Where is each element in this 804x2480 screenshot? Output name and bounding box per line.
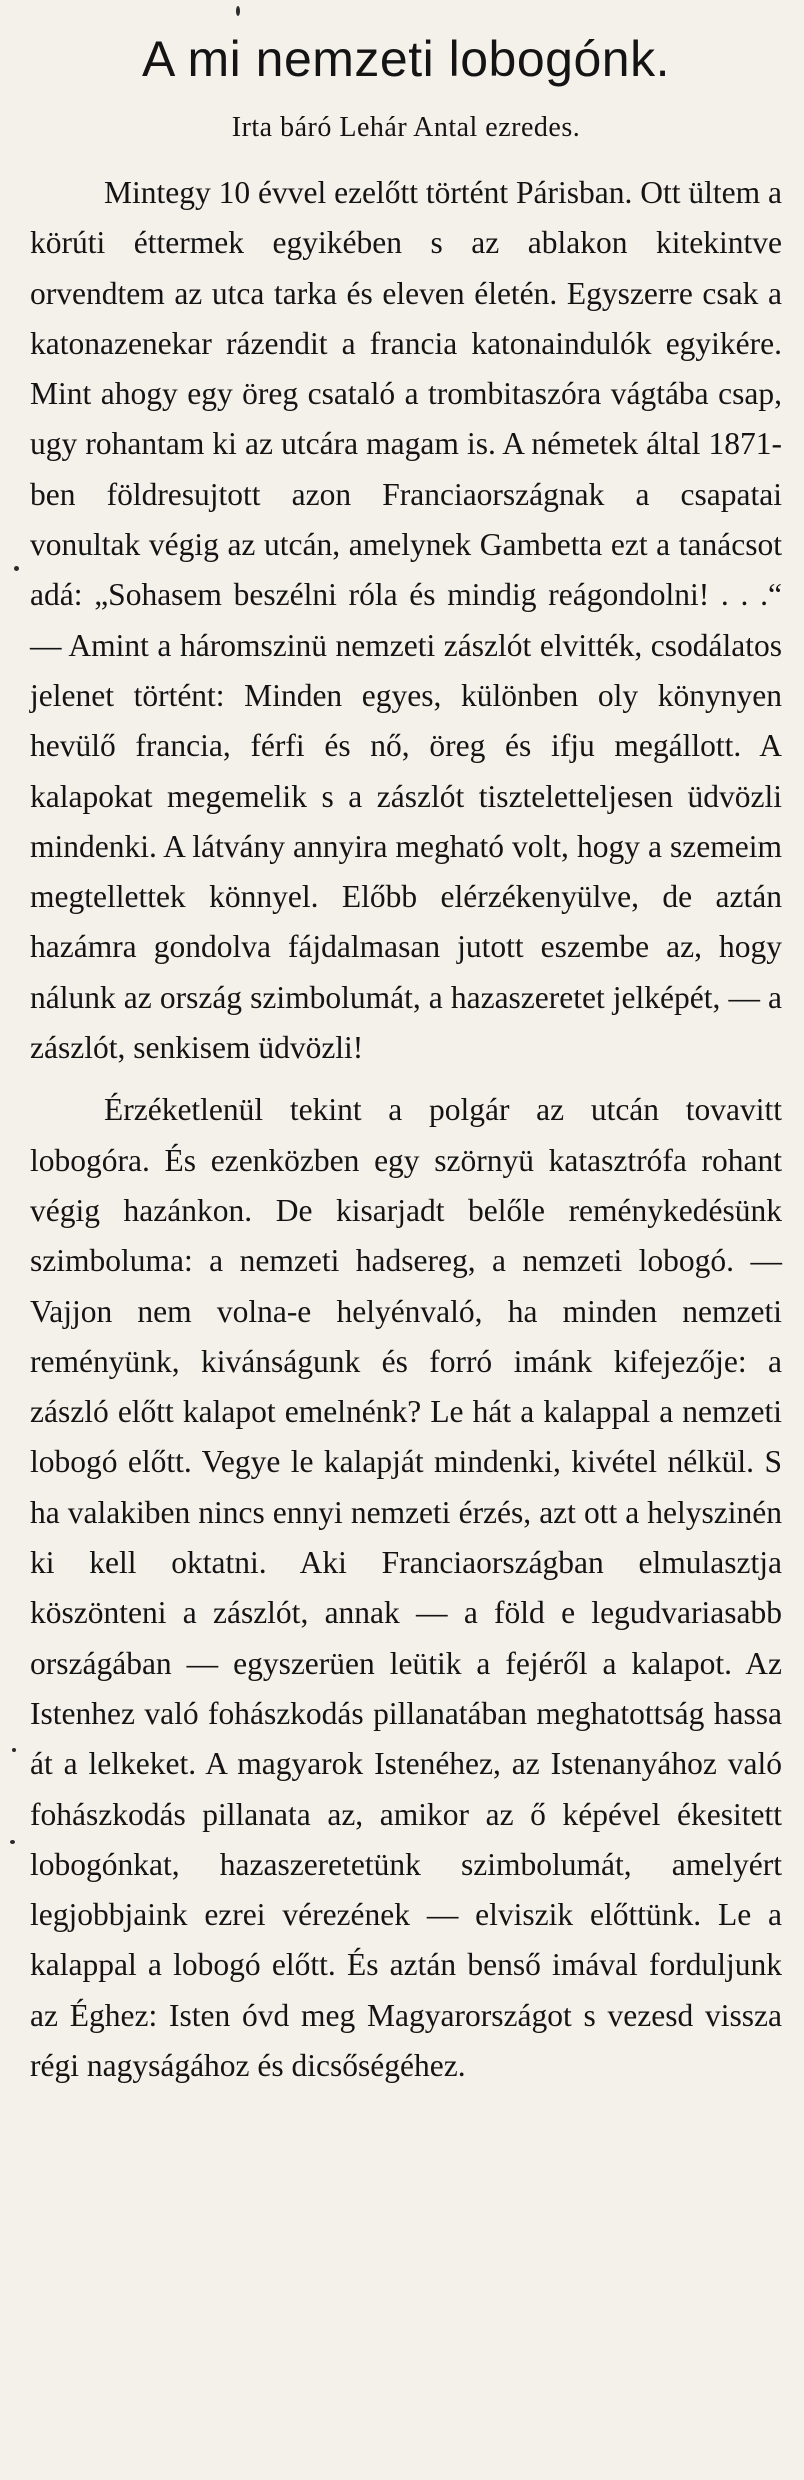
- article-byline: Irta báró Lehár Antal ezredes.: [231, 112, 581, 143]
- ink-speck: [14, 566, 19, 571]
- ink-speck: [10, 1840, 15, 1844]
- article-title: A mi nemzeti lobogónk.: [142, 31, 670, 87]
- article-paragraph-2: Érzéketlenül tekint a polgár az utcán tovavitt lobogóra. És ezenközben egy szörnyü katasztrófa rohant végig hazánkon. De kisarjadt belőle reménykedésünk szimboluma: a nemzeti hadsereg, a nemzeti lobogó. — Vajjon nem volna-e helyénvaló, ha minden nemzeti reményünk, kivánságunk és forró imánk kifejezője: a zászló előtt kalapot emelnénk? Le hát a kalappal a nemzeti lobogó előtt. Vegye le kalapját mindenki, kivétel nélkül. S ha valakiben nincs ennyi nemzeti érzés, azt ott a helyszinén ki kell oktatni. Aki Franciaországban elmulasztja köszönteni a zászlót, annak — a föld e legudvariasabb országában — egyszerüen leütik a fejéről a kalapot. Az Istenhez való fohászkodás pillanatában meghatottság hassa át a lelkeket. A magyarok Istenéhez, az Istenanyához való fohászkodás pillanata az, amikor az ő képével ékesitett lobogónkat, hazaszeretetünk szimbolumát, amelyért legjobbjaink ezrei vérezének — elviszik előttünk. Le a kalappal a lobogó előtt. És aztán benső imával forduljunk az Éghez: Isten óvd meg Magyarországot s vezesd vissza régi nagyságához és dicsőségéhez.: [30, 1092, 782, 2083]
- article-body: [30, 168, 782, 2091]
- ink-speck: [236, 6, 240, 16]
- article-paragraph-1: Mintegy 10 évvel ezelőtt történt Párisban. Ott ültem a körúti éttermek egyikében s az ablakon kitekintve orvendtem az utca tarka és eleven életén. Egyszerre csak a katonazenekar rázendit a francia katonaindulók egyikére. Mint ahogy egy öreg csataló a trombitaszóra vágtába csap, ugy rohantam ki az utcára magam is. A németek által 1871-ben földresujtott azon Franciaországnak a csapatai vonultak végig az utcán, amelynek Gambetta ezt a tanácsot adá: „Sohasem beszélni róla és mindig reágondolni! . . .“ — Amint a háromszinü nemzeti zászlót elvitték, csodálatos jelenet történt: Minden egyes, különben oly könynyen hevülő francia, férfi és nő, öreg és ifju megállott. A kalapokat megemelik s a zászlót tiszteletteljesen üdvözli mindenki. A látvány annyira megható volt, hogy a szemeim megtellettek könnyel. Előbb elérzékenyülve, de aztán hazámra gondolva fájdalmasan jutott eszembe az, hogy nálunk az ország szimbolumát, a hazaszeretet jelképét, — a zászlót, senkisem üdvözli!: [30, 175, 782, 1066]
- ink-speck: [12, 1748, 16, 1752]
